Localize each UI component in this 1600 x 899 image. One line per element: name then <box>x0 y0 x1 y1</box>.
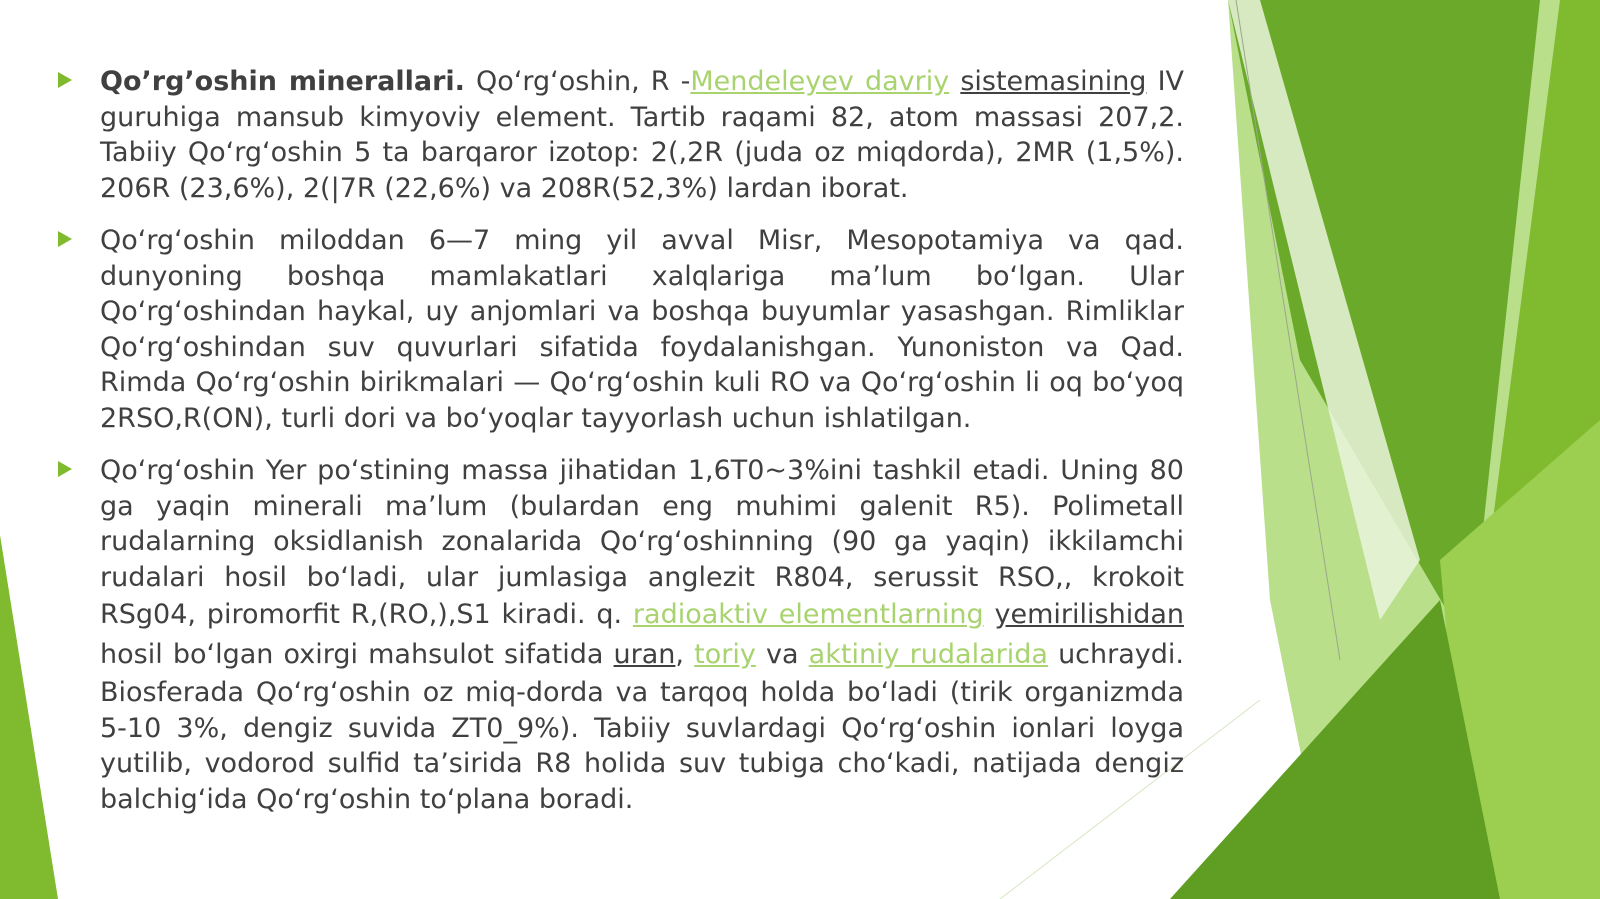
text-span: Qo‘rg‘oshin, R - <box>464 66 691 97</box>
link-yemirilishidan[interactable]: yemirilishidan <box>994 599 1184 630</box>
text-span <box>949 66 960 97</box>
bullet-paragraph-2 <box>58 223 1184 436</box>
link-mendeleyev[interactable]: Mendeleyev davriy <box>690 66 950 97</box>
slide-body <box>58 64 1184 834</box>
left-green-wedge <box>0 535 58 899</box>
paragraph-text: Qo‘rg‘oshin miloddan 6—7 ming yil avval Misr, Mesopotamiya va qad. dunyoning boshqa mamlakatlari xalqlariga ma’lum bo‘lgan. Ular Qo‘rg‘oshindan haykal, uy anjomlari va boshqa buyumlar yasashgan. Rimliklar Qo‘rg‘oshindan suv quvurlari sifatida foydalanishgan. Yunoniston va Qad. Rimda Qo‘rg‘oshin birikmalari — Qo‘rg‘oshin kuli RO va Qo‘rg‘oshin li oq bo‘yoq 2RSO,R(ON), turli dori va bo‘yoqlar tayyorlash uchun ishlatilgan. <box>100 225 1184 434</box>
text-span: hosil bo‘lgan oxirgi mahsulot sifatida <box>100 639 614 670</box>
link-uran[interactable]: uran <box>613 639 676 670</box>
text-span: uchraydi. Biosferada Qo‘rg‘oshin oz miq-dorda va tarqoq holda bo‘ladi (tirik organizmda 5-10 3%, dengiz suvida ZT0_9%). Tabiiy suvlardagi Qo‘rg‘oshin ionlari loyga yutilib, vodorod sulfid ta’sirida R8 holida suv tubiga cho‘kadi, natijada dengiz balchig‘ida Qo‘rg‘oshin to‘plana boradi. <box>100 639 1184 815</box>
text-span: Qo‘rg‘oshin Yer po‘stining massa jihatidan 1,6T0~3%ini tashkil etadi. Uning 80 ga yaqin minerali ma’lum (bulardan eng muhimi galenit R5). Polimetall rudalarning oksidlanish zonalarida Qo‘rg‘oshinning (90 ga yaqin) ikkilamchi rudalari hosil bo‘ladi, ular jumlasiga anglezit R804, serussit RSO,, krokoit RSg04, piromorfit R,(RO,),S1 kiradi. q. <box>100 455 1184 630</box>
bullet-arrow-icon <box>58 231 72 247</box>
bullet-paragraph-1 <box>58 64 1184 206</box>
link-sistemasining[interactable]: sistemasining <box>960 66 1147 97</box>
bullet-paragraph-3 <box>58 453 1184 817</box>
text-span: IV guruhiga mansub kimyoviy element. Tartib raqami 82, atom massasi 207,2. Tabiiy Qo‘rg‘oshin 5 ta barqaror izotop: 2(,2R (juda oz miqdorda), 2MR (1,5%). 206R (23,6%), 2(|7R (22,6%) va 208R(52,3%) lardan iborat. <box>100 66 1185 204</box>
bullet-arrow-icon <box>58 461 72 477</box>
link-aktiniy-rudalarida[interactable]: aktiniy rudalarida <box>808 639 1048 670</box>
text-span <box>984 599 995 630</box>
link-radioaktiv[interactable]: radioaktiv elementlarning <box>632 599 984 630</box>
text-span: va <box>755 639 809 670</box>
bullet-arrow-icon <box>58 72 72 88</box>
text-span: , <box>675 639 695 670</box>
link-toriy[interactable]: toriy <box>694 639 756 670</box>
paragraph-heading: Qo’rg’oshin minerallari. <box>100 66 465 97</box>
